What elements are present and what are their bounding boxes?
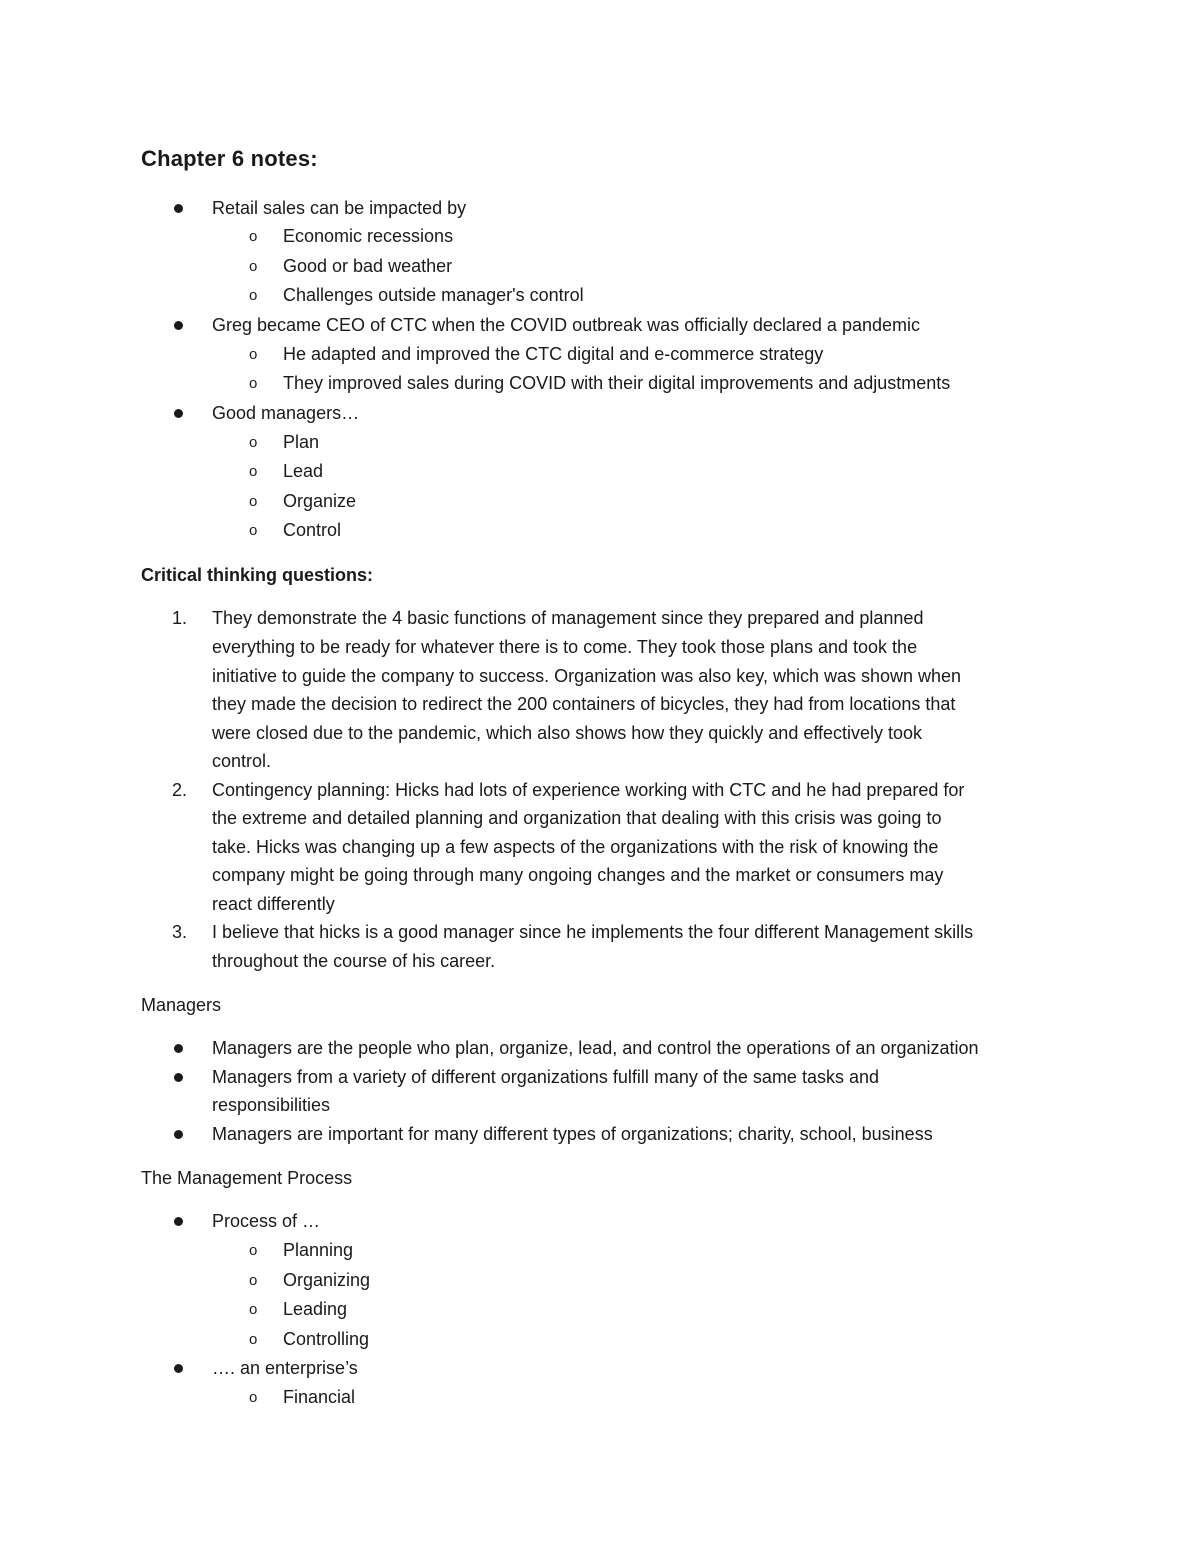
sub-list-item: He adapted and improved the CTC digital and e-commerce strategy: [283, 344, 824, 364]
paragraph-line: were closed due to the pandemic, which also shows how they quickly and effectively took: [212, 723, 923, 743]
paragraph-line: they made the decision to redirect the 200 containers of bicycles, they had from locations that: [212, 694, 956, 714]
paragraph-line: control.: [212, 751, 272, 771]
section-heading: Critical thinking questions:: [141, 565, 374, 585]
sub-bullet-icon: o: [249, 375, 258, 392]
list-item-continuation: responsibilities: [212, 1095, 331, 1115]
sub-bullet-icon: o: [249, 228, 258, 245]
sub-bullet-icon: o: [249, 1272, 258, 1289]
bullet-icon: [174, 1073, 183, 1082]
sub-list-item: They improved sales during COVID with their digital improvements and adjustments: [283, 373, 951, 393]
sub-bullet-icon: o: [249, 522, 258, 539]
list-item: …. an enterprise’s: [212, 1358, 358, 1378]
paragraph-line: take. Hicks was changing up a few aspects of the organizations with the risk of knowing the: [212, 837, 939, 857]
sub-list-item: Planning: [283, 1240, 354, 1260]
sub-list-item: Controlling: [283, 1329, 370, 1349]
sub-bullet-icon: o: [249, 258, 258, 275]
sub-list-item: Control: [283, 520, 342, 540]
sub-bullet-icon: o: [249, 1389, 258, 1406]
document-title: Chapter 6 notes:: [141, 146, 318, 171]
paragraph-line: react differently: [212, 894, 335, 914]
bullet-icon: [174, 204, 183, 213]
bullet-icon: [174, 1217, 183, 1226]
sub-bullet-icon: o: [249, 346, 258, 363]
paragraph-line: I believe that hicks is a good manager since he implements the four different Management skills: [212, 922, 974, 942]
bullet-icon: [174, 1044, 183, 1053]
paragraph-line: Contingency planning: Hicks had lots of experience working with CTC and he had prepared for: [212, 780, 965, 800]
list-item: Managers are the people who plan, organize, lead, and control the operations of an organization: [212, 1038, 979, 1058]
sub-list-item: Organize: [283, 491, 357, 511]
sub-list-item: Leading: [283, 1299, 348, 1319]
section-heading: Managers: [141, 995, 222, 1015]
sub-bullet-icon: o: [249, 1242, 258, 1259]
list-item: Retail sales can be impacted by: [212, 198, 467, 218]
sub-list-item: Lead: [283, 461, 324, 481]
sub-list-item: Financial: [283, 1387, 356, 1407]
paragraph-line: They demonstrate the 4 basic functions of management since they prepared and planned: [212, 608, 924, 628]
sub-list-item: Challenges outside manager's control: [283, 285, 584, 305]
sub-bullet-icon: o: [249, 463, 258, 480]
sub-list-item: Economic recessions: [283, 226, 454, 246]
paragraph-line: company might be going through many ongoing changes and the market or consumers may: [212, 865, 944, 885]
paragraph-line: everything to be ready for whatever there is to come. They took those plans and took the: [212, 637, 918, 657]
paragraph-line: the extreme and detailed planning and organization that dealing with this crisis was going to: [212, 808, 942, 828]
section-heading: The Management Process: [141, 1168, 353, 1188]
bullet-icon: [174, 321, 183, 330]
paragraph-line: initiative to guide the company to success. Organization was also key, which was shown when: [212, 666, 962, 686]
bullet-icon: [174, 1364, 183, 1373]
sub-bullet-icon: o: [249, 493, 258, 510]
list-number: 2.: [172, 780, 188, 800]
paragraph-line: throughout the course of his career.: [212, 951, 496, 971]
list-item: Good managers…: [212, 403, 360, 423]
bullet-icon: [174, 1130, 183, 1139]
list-item: Managers from a variety of different organizations fulfill many of the same tasks and: [212, 1067, 879, 1087]
list-item: Process of …: [212, 1211, 321, 1231]
sub-list-item: Plan: [283, 432, 320, 452]
list-number: 3.: [172, 922, 188, 942]
list-item: Managers are important for many different types of organizations; charity, school, business: [212, 1124, 933, 1144]
list-item: Greg became CEO of CTC when the COVID outbreak was officially declared a pandemic: [212, 315, 920, 335]
list-number: 1.: [172, 608, 188, 628]
sub-bullet-icon: o: [249, 287, 258, 304]
bullet-icon: [174, 409, 183, 418]
sub-bullet-icon: o: [249, 1331, 258, 1348]
sub-list-item: Good or bad weather: [283, 256, 453, 276]
sub-list-item: Organizing: [283, 1270, 371, 1290]
sub-bullet-icon: o: [249, 1301, 258, 1318]
sub-bullet-icon: o: [249, 434, 258, 451]
